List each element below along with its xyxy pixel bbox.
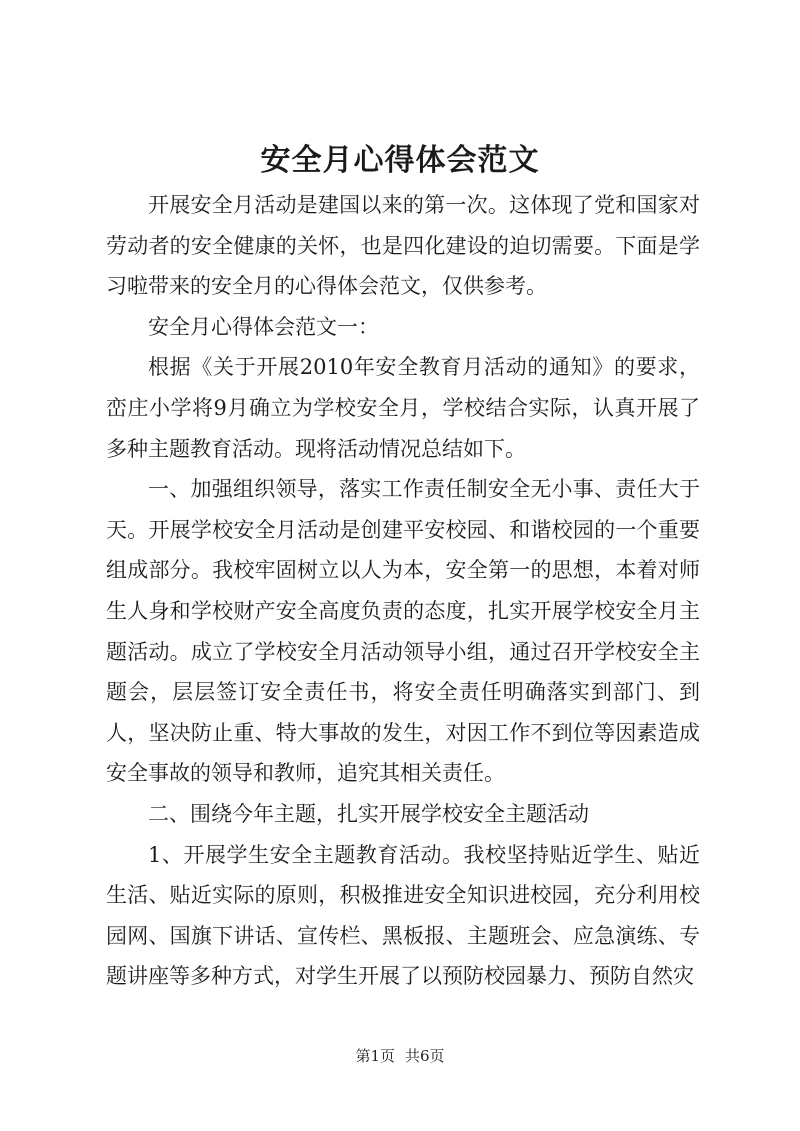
document-title: 安全月心得体会范文 bbox=[260, 143, 540, 178]
page-footer bbox=[0, 1046, 800, 1066]
paragraph-notice: 根据《关于开展2010年安全教育月活动的通知》的要求，峦庄小学将9月确立为学校安全月，学校结合实际，认真开展了多种主题教育活动。现将活动情况总结如下。 bbox=[106, 355, 700, 461]
page-total: 共6页 bbox=[405, 1047, 445, 1065]
paragraph-item-one: 1、开展学生安全主题教育活动。我校坚持贴近学生、贴近生活、贴近实际的原则，积极推进安全知识进校园，充分利用校园网、国旗下讲话、宣传栏、黑板报、主题班会、应急演练、专题讲座等多种方式，对学生开展了以预防校园暴力、预防自然灾 bbox=[106, 842, 700, 989]
document-body bbox=[106, 185, 700, 997]
paragraph-heading-sample-one: 安全月心得体会范文一： bbox=[148, 314, 379, 339]
paragraph-intro: 开展安全月活动是建国以来的第一次。这体现了党和国家对劳动者的安全健康的关怀，也是四化建设的迫切需要。下面是学习啦带来的安全月的心得体会范文，仅供参考。 bbox=[106, 193, 700, 299]
page-number: 第1页 bbox=[355, 1047, 395, 1065]
paragraph-section-two-heading: 二、围绕今年主题，扎实开展学校安全主题活动 bbox=[148, 801, 589, 826]
paragraph-section-one: 一、加强组织领导，落实工作责任制安全无小事、责任大于天。开展学校安全月活动是创建平安校园、和谐校园的一个重要组成部分。我校牢固树立以人为本，安全第一的思想，本着对师生人身和学校财产安全高度负责的态度，扎实开展学校安全月主题活动。成立了学校安全月活动领导小组，通过召开学校安全主题会，层层签订安全责任书，将安全责任明确落实到部门、到人，坚决防止重、特大事故的发生，对因工作不到位等因素造成安全事故的领导和教师，追究其相关责任。 bbox=[106, 477, 700, 786]
